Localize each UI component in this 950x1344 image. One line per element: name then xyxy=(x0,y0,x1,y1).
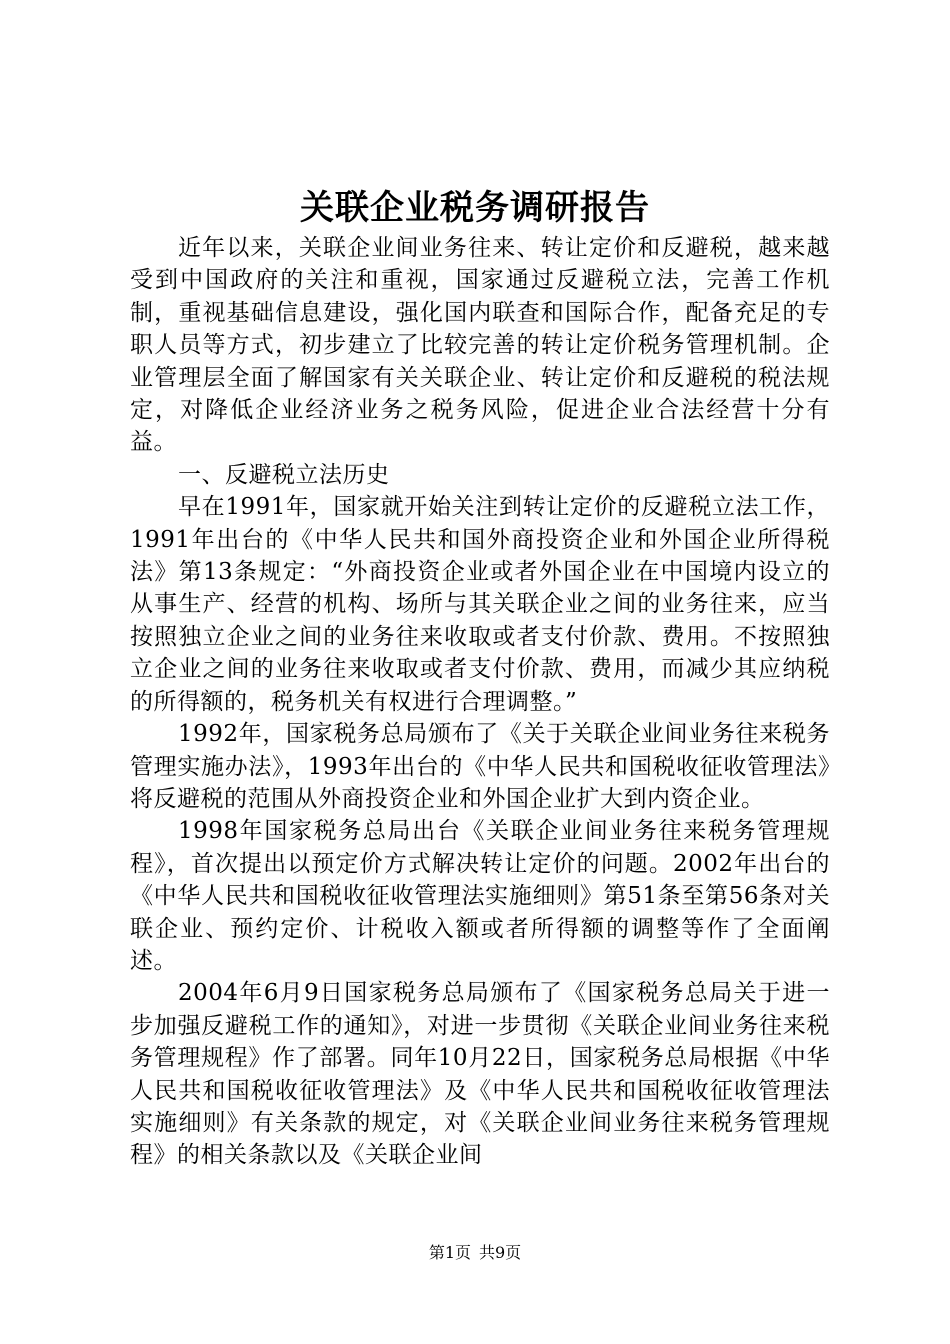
page-total: 共9页 xyxy=(479,1243,522,1262)
paragraph-1991: 早在1991年，国家就开始关注到转让定价的反避税立法工作，1991年出台的《中华人民共和国外商投资企业和外国企业所得税法》第13条规定：“外商投资企业或者外国企业在中国境内设立的从事生产、经营的机构、场所与其关联企业之间的业务往来，应当按照独立企业之间的业务往来收取或者支付价款、费用。不按照独立企业之间的业务往来收取或者支付价款、费用，而减少其应纳税的所得额的，税务机关有权进行合理调整。” xyxy=(130,494,830,715)
section-heading: 一、反避税立法历史 xyxy=(178,461,390,488)
document-title: 关联企业税务调研报告 xyxy=(300,188,650,228)
page-footer xyxy=(0,1240,950,1263)
paragraph-1992: 1992年，国家税务总局颁布了《关于关联企业间业务往来税务管理实施办法》，1993年出台的《中华人民共和国税收征收管理法》将反避税的范围从外商投资企业和外国企业扩大到内资企业。 xyxy=(130,721,830,812)
page-number: 第1页 xyxy=(428,1243,471,1262)
paragraph-1998: 1998年国家税务总局出台《关联企业间业务往来税务管理规程》，首次提出以预定价方式解决转让定价的问题。2002年出台的《中华人民共和国税收征收管理法实施细则》第51条至第56条对关联企业、预约定价、计税收入额或者所得额的调整等作了全面阐述。 xyxy=(130,818,830,974)
paragraph-2004: 2004年6月9日国家税务总局颁布了《国家税务总局关于进一步加强反避税工作的通知》，对进一步贯彻《关联企业间业务往来税务管理规程》作了部署。同年10月22日，国家税务总局根据《中华人民共和国税收征收管理法》及《中华人民共和国税收征收管理法实施细则》有关条款的规定，对《关联企业间业务往来税务管理规程》的相关条款以及《关联企业间 xyxy=(130,980,830,1169)
document-body xyxy=(130,232,830,1172)
paragraph-intro: 近年以来，关联企业间业务往来、转让定价和反避税，越来越受到中国政府的关注和重视，国家通过反避税立法，完善工作机制，重视基础信息建设，强化国内联查和国际合作，配备充足的专职人员等方式，初步建立了比较完善的转让定价税务管理机制。企业管理层全面了解国家有关关联企业、转让定价和反避税的税法规定，对降低企业经济业务之税务风险，促进企业合法经营十分有益。 xyxy=(130,235,830,456)
